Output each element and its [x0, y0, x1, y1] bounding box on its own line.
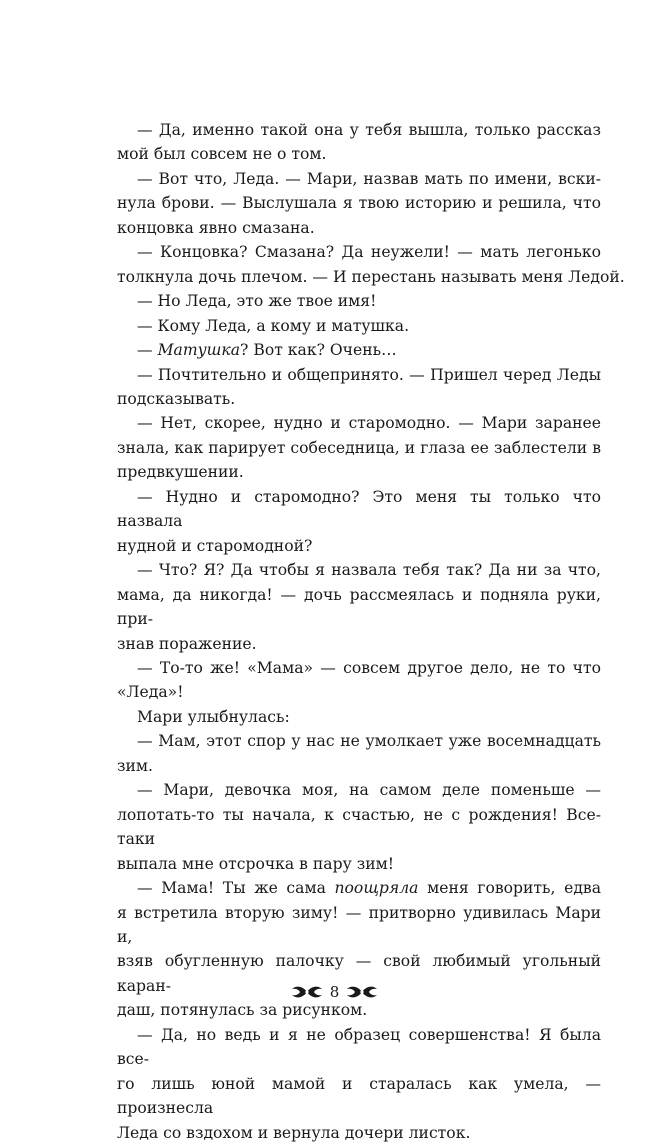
- text-line: мой был совсем не о том.: [117, 145, 327, 164]
- text-line: — Но Леда, это же твое имя!: [137, 292, 377, 311]
- text-line: — Что? Я? Да чтобы я назвала тебя так? Да ни за что,: [137, 561, 601, 580]
- paragraph: [117, 1023, 601, 1145]
- text-line: — Матушка? Вот как? Очень…: [137, 341, 397, 360]
- text-line: нудной и старомодной?: [117, 536, 313, 555]
- text-line: зим.: [117, 756, 153, 775]
- text-line: — Почтительно и общепринято. — Пришел черед Леды: [137, 365, 601, 384]
- text-line: — Да, но ведь и я не образец совершенства! Я была все-: [117, 1025, 601, 1069]
- text-line: толкнула дочь плечом. — И перестань называть меня Ледой.: [117, 267, 625, 286]
- text-line: — Мари, девочка моя, на самом деле поменьше —: [137, 781, 601, 800]
- text-line: — Кому Леда, а кому и матушка.: [137, 316, 410, 335]
- paragraph: [117, 411, 601, 484]
- fleuron-icon: [345, 983, 379, 1001]
- paragraph: [117, 485, 601, 558]
- text-line: даш, потянулась за рисунком.: [117, 1001, 368, 1020]
- text-line: — Концовка? Смазана? Да неужели! — мать легонько: [137, 243, 601, 262]
- text-line: знала, как парирует собеседница, и глаза ее заблестели в: [117, 438, 601, 457]
- text-line: лопотать-то ты начала, к счастью, не с рождения! Все-таки: [117, 805, 601, 849]
- text-line: го лишь юной мамой и старалась как умела, — произнесла: [117, 1074, 601, 1118]
- text-line: мама, да никогда! — дочь рассмеялась и подняла руки, при-: [117, 585, 601, 629]
- text-line: концовка явно смазана.: [117, 218, 315, 237]
- text-line: — Мам, этот спор у нас не умолкает уже восемнадцать: [137, 732, 601, 751]
- page-number: 8: [329, 983, 340, 1001]
- paragraph: [117, 778, 601, 876]
- paragraph: [117, 705, 601, 729]
- page-footer: [0, 982, 669, 1002]
- text-line: Леда со вздохом и вернула дочери листок.: [117, 1123, 471, 1142]
- text-line: — Нет, скорее, нудно и старомодно. — Мари заранее: [137, 414, 601, 433]
- paragraph: [117, 314, 601, 338]
- text-line: «Леда»!: [117, 683, 184, 702]
- paragraph: [117, 363, 601, 412]
- paragraph: [117, 729, 601, 778]
- text-line: предвкушении.: [117, 463, 244, 482]
- text-line: я встретила вторую зиму! — притворно удивилась Мари и,: [117, 903, 601, 946]
- text-line: — То-то же! «Мама» — совсем другое дело, не то что: [137, 658, 601, 677]
- fleuron-icon: [290, 983, 324, 1001]
- paragraph: [117, 118, 601, 167]
- text-line: — Вот что, Леда. — Мари, назвав мать по имени, вски-: [137, 169, 601, 188]
- text-line: — Да, именно такой она у тебя вышла, только рассказ: [137, 121, 601, 139]
- paragraph: [117, 289, 601, 313]
- text-line: нула брови. — Выслушала я твою историю и решила, что: [117, 194, 601, 213]
- text-line: Мари улыбнулась:: [137, 707, 290, 726]
- paragraph: [117, 656, 601, 705]
- paragraph: [117, 167, 601, 240]
- text-line: знав поражение.: [117, 634, 257, 653]
- text-line: — Нудно и старомодно? Это меня ты только что назвала: [117, 487, 601, 531]
- text-line: — Мама! Ты же сама поощряла меня говорить, едва: [137, 879, 601, 898]
- paragraph: [117, 338, 601, 362]
- text-line: взяв обугленную палочку — свой любимый угольный каран-: [117, 952, 601, 995]
- text-line: выпала мне отсрочка в пару зим!: [117, 854, 395, 873]
- text-line: подсказывать.: [117, 389, 236, 408]
- paragraph: [117, 558, 601, 656]
- paragraph: [117, 240, 625, 289]
